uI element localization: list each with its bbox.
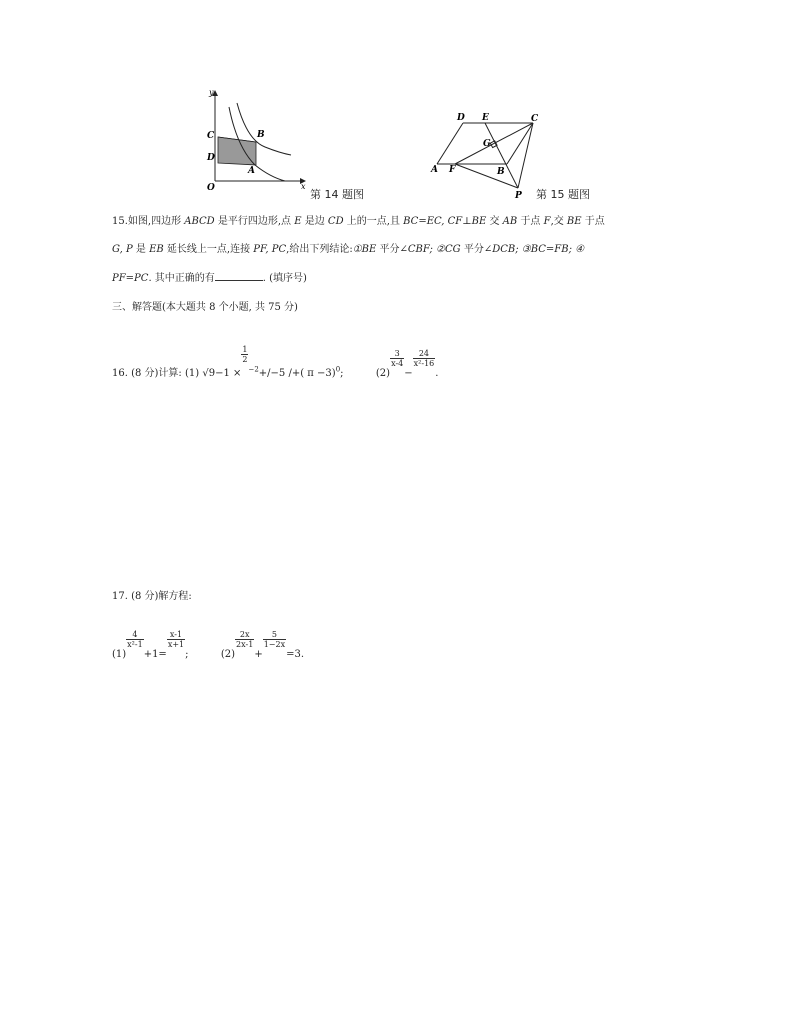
q15-line-2: G, P 是 EB 延长线上一点,连接 PF, PC,给出下列结论:①BE 平分∠CBF; ②CG 平分∠DCB; ③BC=FB; ④ bbox=[112, 244, 585, 255]
label-c: C bbox=[207, 131, 215, 141]
q15-line-1: 15.如图,四边形 ABCD 是平行四边形,点 E 是边 CD 上的一点,且 BC=EC, CF⊥BE 交 AB 于点 F,交 BE 于点 bbox=[112, 216, 605, 227]
figure-14 bbox=[195, 85, 315, 195]
answer-blank[interactable] bbox=[215, 271, 263, 281]
label-a: A bbox=[248, 166, 255, 176]
label-c: C bbox=[531, 114, 539, 124]
section-3-title: 三、解答题(本大题共 8 个小题, 共 75 分) bbox=[112, 302, 298, 313]
label-a: A bbox=[431, 165, 438, 175]
label-p: P bbox=[515, 191, 522, 200]
label-f: F bbox=[449, 165, 456, 175]
label-g: G bbox=[483, 139, 491, 149]
figure-15 bbox=[425, 108, 545, 200]
label-d: D bbox=[207, 153, 215, 163]
label-y: y bbox=[209, 88, 214, 97]
q16: 16. (8 分)计算: (1) √9−1 × $\frac{1}{2}$ $^{-2}$+/−5 /+( π −3)$^0$; (2) $\frac{3}{x-4}$ − $\frac{24}{\text{x²-16}}$ . bbox=[112, 345, 439, 379]
figure-14-caption: 第 14 题图 bbox=[310, 188, 364, 201]
label-x: x bbox=[301, 182, 306, 191]
q15-line-3: PF=PC. 其中正确的有 . (填序号) bbox=[112, 273, 307, 284]
label-e: E bbox=[482, 113, 489, 123]
q17-equations: (1) $\frac{4}{\text{x²-1}}$ +1= $\frac{x-1}{x+1}$ ; (2) $\frac{2x}{2x-1}$ + $\frac{5}{1-2x}$ =3. bbox=[112, 630, 305, 660]
figure-15-caption: 第 15 题图 bbox=[536, 188, 590, 201]
label-o: O bbox=[207, 183, 215, 193]
label-b: B bbox=[257, 130, 265, 140]
label-b: B bbox=[497, 167, 505, 177]
q17-heading: 17. (8 分)解方程: bbox=[112, 591, 192, 602]
label-d: D bbox=[457, 113, 465, 123]
